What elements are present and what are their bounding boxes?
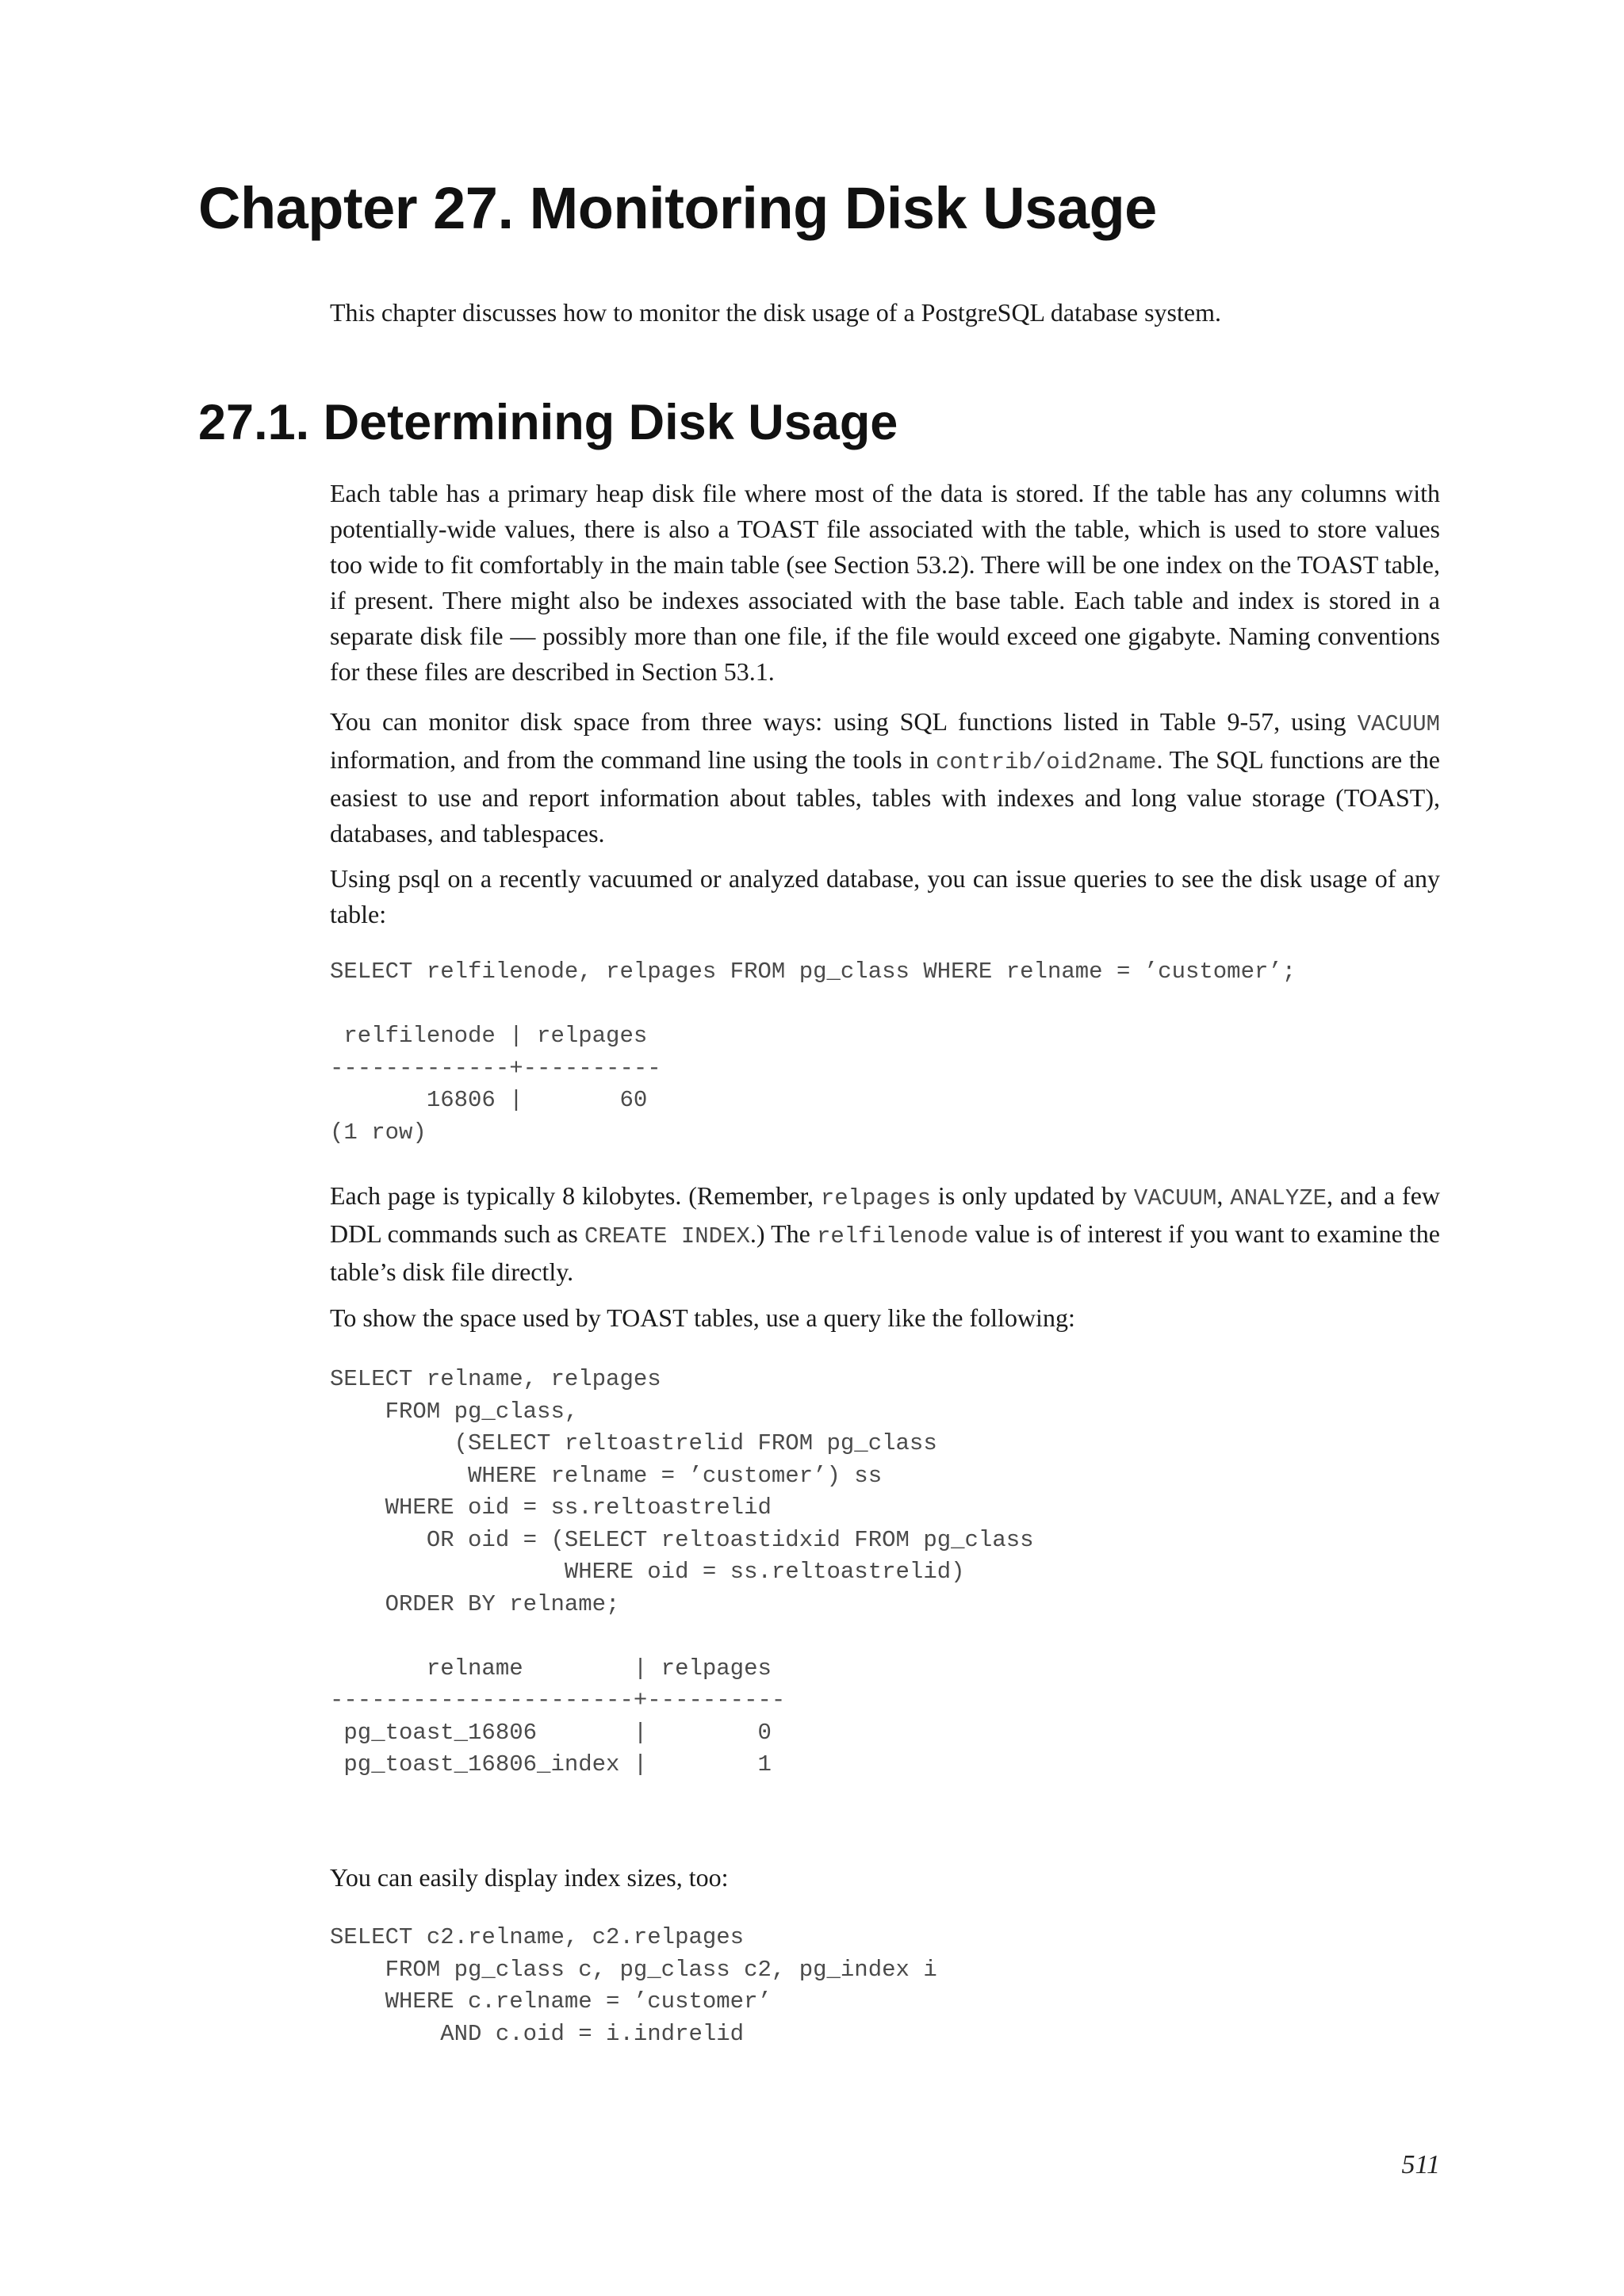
inline-code-create-index: CREATE INDEX <box>584 1223 750 1249</box>
text-segment: Each page is typically 8 kilobytes. (Remember, <box>330 1181 821 1210</box>
text-segment: You can monitor disk space from three ways: using SQL functions listed in Table 9-57, using <box>330 707 1358 736</box>
page-number: 511 <box>1401 2150 1440 2179</box>
chapter-title: Chapter 27. Monitoring Disk Usage <box>198 175 1157 241</box>
inline-code-oid2name: contrib/oid2name <box>936 749 1157 775</box>
inline-code-relpages: relpages <box>820 1185 932 1211</box>
chapter-intro: This chapter discusses how to monitor the disk usage of a PostgreSQL database system. <box>330 298 1221 327</box>
text-segment: value is of interest if you want to examine the table’s disk file directly. <box>330 1219 1441 1286</box>
inline-code-relfilenode: relfilenode <box>816 1223 969 1249</box>
code-block-index-query: SELECT c2.relname, c2.relpages FROM pg_class c, pg_class c2, pg_index i WHERE c.relname = ’customer’ AND c.oid = i.indrelid <box>330 1924 937 2047</box>
paragraph-index-sizes: You can easily display index sizes, too: <box>330 1863 729 1892</box>
section-title: 27.1. Determining Disk Usage <box>198 395 898 450</box>
paragraph-psql-usage: Using psql on a recently vacuumed or analyzed database, you can issue queries to see the disk usage of any table: <box>330 864 1440 928</box>
paragraph-monitor-methods <box>330 704 1440 851</box>
text-segment: .) The <box>749 1219 817 1248</box>
paragraph-toast-query-intro: To show the space used by TOAST tables, use a query like the following: <box>330 1303 1075 1332</box>
inline-code-vacuum: VACUUM <box>1133 1185 1217 1211</box>
text-segment: , and a few DDL commands such as <box>330 1181 1441 1248</box>
text-segment: information, and from the command line using the tools in <box>330 745 936 774</box>
text-segment: . The SQL functions are the easiest to use and report information about tables, tables with indexes and long value storage (TOAST), databases, and tablespaces. <box>330 745 1441 848</box>
code-block-toast-query: SELECT relname, relpages FROM pg_class, (SELECT reltoastrelid FROM pg_class WHERE relname = ’customer’) ss WHERE oid = ss.reltoastrelid OR oid = (SELECT reltoastidxid FROM pg_class WHERE oid = ss.reltoastrelid) ORDER BY relname; relname | relpages ----------------------+---------- pg_toast_16806 | 0 pg_toast_16806_index | 1 <box>330 1366 1034 1777</box>
text-segment: , <box>1216 1181 1231 1210</box>
inline-code-analyze: ANALYZE <box>1230 1185 1327 1211</box>
paragraph-toast-files: Each table has a primary heap disk file where most of the data is stored. If the table has any columns with potentially-wide values, there is also a TOAST file associated with the table, which is used to store values too wide to fit comfortably in the main table (see Section 53.2). There will be one index on the TOAST table, if present. There might also be indexes associated with the base table. Each table and index is stored in a separate disk file — possibly more than one file, if the file would exceed one gigabyte. Naming conventions for these files are described in Section 53.1. <box>330 479 1440 686</box>
paragraph-page-size <box>330 1178 1440 1290</box>
text-segment: is only updated by <box>931 1181 1134 1210</box>
code-block-relfilenode-query: SELECT relfilenode, relpages FROM pg_class WHERE relname = ’customer’; relfilenode | relpages -------------+---------- 16806 | 60 (1 row) <box>330 959 1297 1146</box>
inline-code-vacuum: VACUUM <box>1357 711 1440 737</box>
